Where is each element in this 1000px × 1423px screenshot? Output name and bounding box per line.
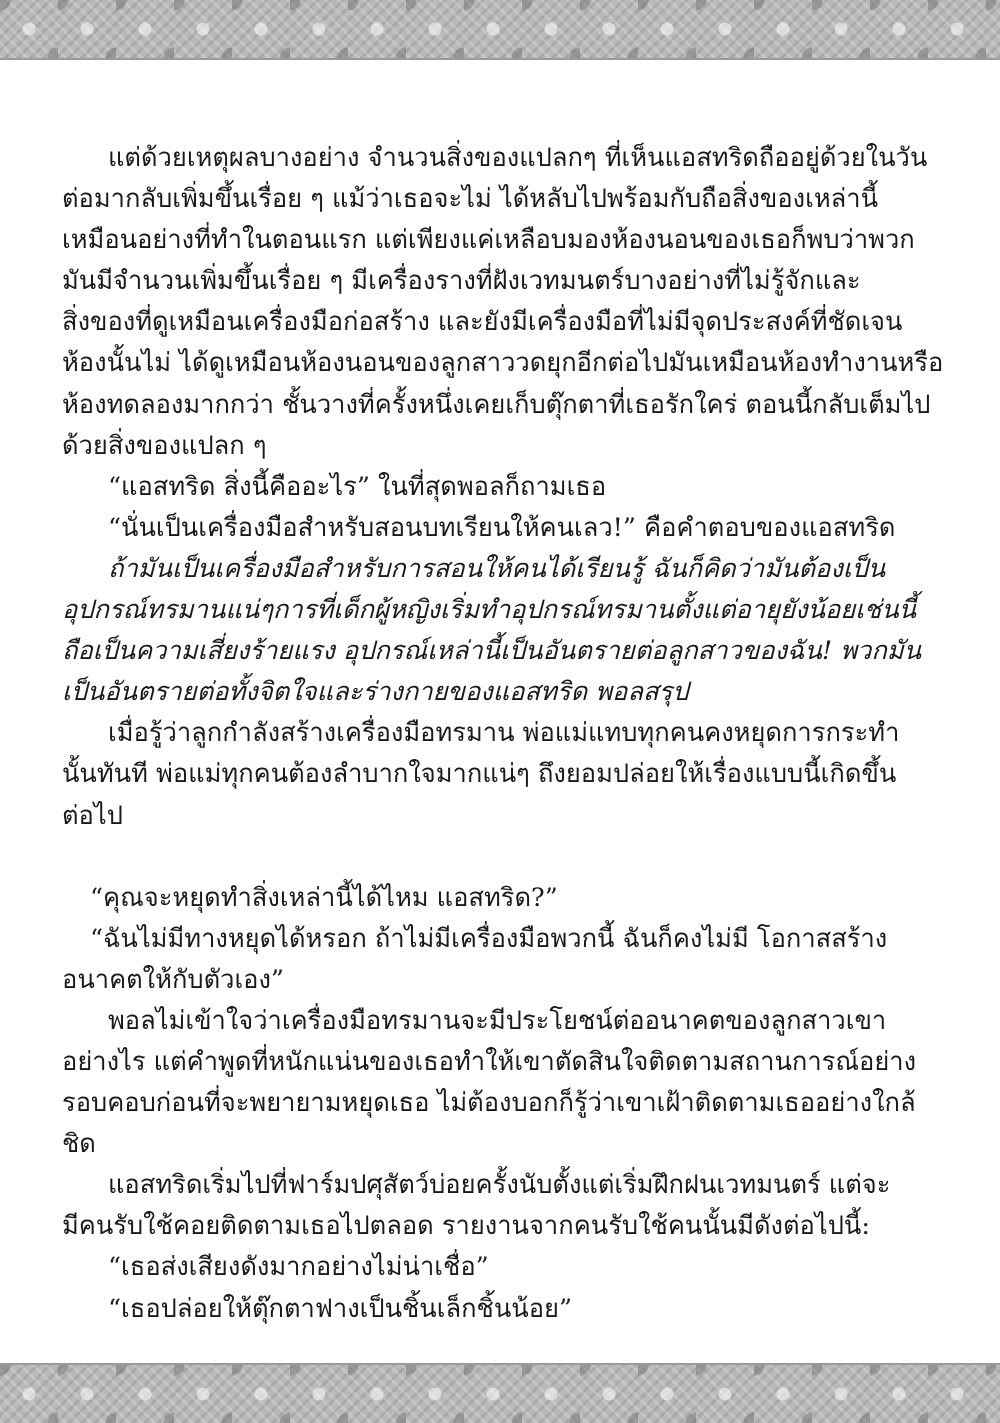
- text-line: เหมือนอย่างที่ทำในตอนแรก แต่เพียงแค่เหลือบมองห้องนอนของเธอก็พบว่าพวก: [62, 225, 915, 256]
- text-line: “เธอส่งเสียงดังมากอย่างไม่น่าเชื่อ”: [108, 1252, 489, 1283]
- text-line: [62, 837, 947, 878]
- text-line: อนาคตให้กับตัวเอง”: [62, 964, 284, 995]
- text-line: สิ่งของที่ดูเหมือนเครื่องมือก่อสร้าง และยังมีเครื่องมือที่ไม่มีจุดประสงค์ที่ชัดเจน: [62, 307, 903, 338]
- text-line: “ฉันไม่มีทางหยุดได้หรอก ถ้าไม่มีเครื่องมือพวกนี้ ฉันก็คงไม่มี โอกาสสร้าง: [90, 923, 888, 954]
- top-ornamental-border: [0, 0, 1000, 60]
- text-line: “คุณจะหยุดทำสิ่งเหล่านี้ได้ไหม แอสทริด?”: [90, 882, 558, 913]
- text-line: เป็นอันตรายต่อทั้งจิตใจและร่างกายของแอสทริด พอลสรุป: [62, 677, 689, 708]
- text-line: อย่างไร แต่คำพูดที่หนักแน่นของเธอทำให้เขาตัดสินใจติดตามสถานการณ์อย่าง: [62, 1046, 917, 1077]
- text-line: “เธอปล่อยให้ตุ๊กตาฟางเป็นชิ้นเล็กชิ้นน้อย”: [108, 1293, 572, 1324]
- bottom-ornamental-border: [0, 1363, 1000, 1423]
- text-line: แอสทริดเริ่มไปที่ฟาร์มปศุสัตว์บ่อยครั้งนับตั้งแต่เริ่มฝึกฝนเวทมนตร์ แต่จะ: [108, 1170, 891, 1201]
- text-line: ห้องนั้นไม่ ได้ดูเหมือนห้องนอนของลูกสาววดยุกอีกต่อไปมันเหมือนห้องทำงานหรือ: [62, 348, 944, 379]
- text-line: “แอสทริด สิ่งนี้คืออะไร” ในที่สุดพอลก็ถามเธอ: [108, 471, 607, 502]
- page-body: [62, 138, 947, 1330]
- text-line: “นั่นเป็นเครื่องมือสำหรับสอนบทเรียนให้คนเลว!” คือคำตอบของแอสทริด: [108, 512, 896, 543]
- text-line: ด้วยสิ่งของแปลก ๆ: [62, 430, 267, 461]
- text-line: นั้นทันที พ่อแม่ทุกคนต้องลำบากใจมากแน่ๆ ถึงยอมปล่อยให้เรื่องแบบนี้เกิดขึ้น: [62, 759, 897, 790]
- text-line: เมื่อรู้ว่าลูกกำลังสร้างเครื่องมือทรมาน พ่อแม่แทบทุกคนคงหยุดการกระทำ: [108, 718, 900, 749]
- text-line: อุปกรณ์ทรมานแน่ๆการที่เด็กผู้หญิงเริ่มทำอุปกรณ์ทรมานตั้งแต่อายุยังน้อยเช่นนี้: [62, 595, 917, 626]
- text-line: พอลไม่เข้าใจว่าเครื่องมือทรมานจะมีประโยชน์ต่ออนาคตของลูกสาวเขา: [108, 1005, 887, 1036]
- text-line: ต่อมากลับเพิ่มขึ้นเรื่อย ๆ แม้ว่าเธอจะไม่ ได้หลับไปพร้อมกับถือสิ่งของเหล่านี้: [62, 184, 879, 215]
- text-line: รอบคอบก่อนที่จะพยายามหยุดเธอ ไม่ต้องบอกก็รู้ว่าเขาเฝ้าติดตามเธออย่างใกล้: [62, 1088, 916, 1119]
- text-line: มีคนรับใช้คอยติดตามเธอไปตลอด รายงานจากคนรับใช้คนนั้นมีดังต่อไปนี้:: [62, 1211, 870, 1242]
- text-line: ห้องทดลองมากกว่า ชั้นวางที่ครั้งหนึ่งเคยเก็บตุ๊กตาที่เธอรักใคร่ ตอนนี้กลับเต็มไป: [62, 389, 931, 420]
- text-line: มันมีจำนวนเพิ่มขึ้นเรื่อย ๆ มีเครื่องรางที่ฝังเวทมนตร์บางอย่างที่ไม่รู้จักและ: [62, 266, 861, 297]
- text-line: ถ้ามันเป็นเครื่องมือสำหรับการสอนให้คนได้เรียนรู้ ฉันก็คิดว่ามันต้องเป็น: [108, 553, 886, 584]
- text-line: แต่ด้วยเหตุผลบางอย่าง จำนวนสิ่งของแปลกๆ ที่เห็นแอสทริดถืออยู่ด้วยในวัน: [108, 143, 928, 173]
- text-line: ถือเป็นความเสี่ยงร้ายแรง อุปกรณ์เหล่านี้เป็นอันตรายต่อลูกสาวของฉัน! พวกมัน: [62, 636, 922, 667]
- text-line: ชิด: [62, 1129, 96, 1160]
- text-line: ต่อไป: [62, 800, 123, 831]
